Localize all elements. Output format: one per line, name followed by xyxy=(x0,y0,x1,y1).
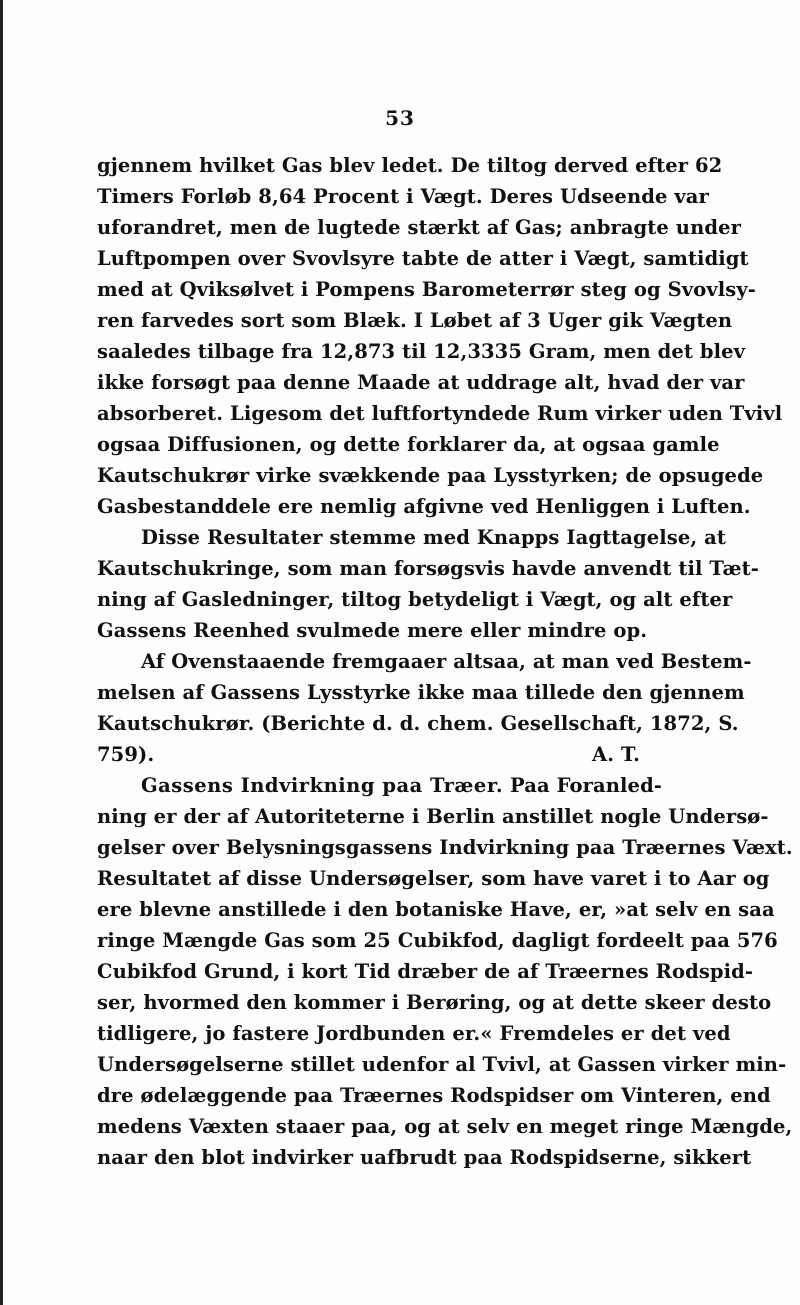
text-line: gelser over Belysningsgassens Indvirkning paa Træernes Væxt. xyxy=(97,836,793,859)
text-line: Af Ovenstaaende fremgaaer altsaa, at man ved Bestem- xyxy=(141,650,752,673)
author-initials: A. T. xyxy=(592,743,640,766)
text-line: ikke forsøgt paa denne Maade at uddrage alt, hvad der var xyxy=(97,371,745,394)
text-line: med at Qviksølvet i Pompens Barometerrør steg og Svovlsy- xyxy=(97,278,756,301)
section-heading: Gassens Indvirkning paa Træer. xyxy=(141,774,504,797)
text-line: uforandret, men de lugtede stærkt af Gas; anbragte under xyxy=(97,216,741,239)
text-line: melsen af Gassens Lysstyrke ikke maa tillede den gjennem xyxy=(97,681,745,704)
text-line: ere blevne anstillede i den botaniske Have, er, »at selv en saa xyxy=(97,898,775,921)
text-line: Cubikfod Grund, i kort Tid dræber de af Træernes Rodspid- xyxy=(97,960,754,983)
text-line: Resultatet af disse Undersøgelser, som have varet i to Aar og xyxy=(97,867,770,890)
text-line: saaledes tilbage fra 12,873 til 12,3335 Gram, men det blev xyxy=(97,340,746,363)
text-line: Disse Resultater stemme med Knapps Iagttagelse, at xyxy=(141,526,726,549)
text-line: Kautschukringe, som man forsøgsvis havde anvendt til Tæt- xyxy=(97,557,759,580)
text-line: ringe Mængde Gas som 25 Cubikfod, dagligt fordeelt paa 576 xyxy=(97,929,778,952)
text-line: naar den blot indvirker uafbrudt paa Rodspidserne, sikkert xyxy=(97,1146,752,1169)
text-line: ser, hvormed den kommer i Berøring, og at dette skeer desto xyxy=(97,991,772,1014)
text-line: Kautschukrør virke svækkende paa Lysstyrken; de opsugede xyxy=(97,464,764,487)
text-line: ren farvedes sort som Blæk. I Løbet af 3 Uger gik Vægten xyxy=(97,309,733,332)
section-heading-line xyxy=(97,770,662,801)
page-edge xyxy=(0,0,3,1305)
text-line-citation xyxy=(97,739,662,770)
text-line: tidligere, jo fastere Jordbunden er.« Fremdeles er det ved xyxy=(97,1022,731,1045)
page-number: 53 xyxy=(385,106,415,130)
text-line: ning af Gasledninger, tiltog betydeligt i Vægt, og alt efter xyxy=(97,588,733,611)
citation-page: 759). xyxy=(97,743,155,766)
text-line: gjennem hvilket Gas blev ledet. De tiltog derved efter 62 xyxy=(97,154,723,177)
text-line: Undersøgelserne stillet udenfor al Tvivl, at Gassen virker min- xyxy=(97,1053,787,1076)
text-line: Gasbestanddele ere nemlig afgivne ved Henliggen i Luften. xyxy=(97,495,751,518)
text-line: dre ødelæggende paa Træernes Rodspidser om Vinteren, end xyxy=(97,1084,771,1107)
text-line: medens Væxten staaer paa, og at selv en meget ringe Mængde, xyxy=(97,1115,793,1138)
text-line: ning er der af Autoriteterne i Berlin anstillet nogle Undersø- xyxy=(97,805,769,828)
body-text xyxy=(97,150,793,1173)
section-heading-rest: Paa Foranled- xyxy=(510,774,662,797)
text-line: Timers Forløb 8,64 Procent i Vægt. Deres Udseende var xyxy=(97,185,709,208)
text-line: Gassens Reenhed svulmede mere eller mindre op. xyxy=(97,619,648,642)
text-line: Kautschukrør. (Berichte d. d. chem. Gesellschaft, 1872, S. xyxy=(97,712,739,735)
text-line: absorberet. Ligesom det luftfortyndede Rum virker uden Tvivl xyxy=(97,402,783,425)
text-line: ogsaa Diffusionen, og dette forklarer da, at ogsaa gamle xyxy=(97,433,720,456)
text-line: Luftpompen over Svovlsyre tabte de atter i Vægt, samtidigt xyxy=(97,247,749,270)
